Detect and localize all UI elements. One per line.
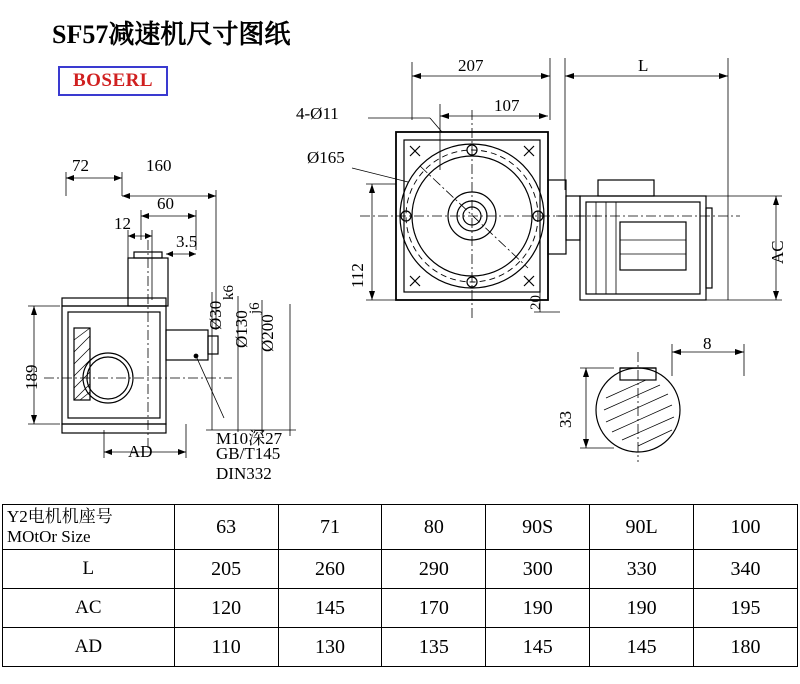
table-header-cell: 63: [174, 505, 278, 550]
table-header-label: [3, 505, 175, 550]
dim-d130-tol: j6: [247, 302, 263, 314]
dim-160: 160: [146, 156, 172, 175]
dim-12: 12: [114, 214, 131, 233]
note-gbt145: GB/T145: [216, 444, 281, 463]
dim-3-5: 3.5: [176, 232, 198, 251]
table-row: [3, 550, 798, 589]
dim-72: 72: [72, 156, 89, 175]
dim-d30: Ø30: [206, 300, 225, 330]
table-row-label: AD: [3, 628, 175, 667]
dim-d30-tol: k6: [221, 285, 237, 300]
table-cell: 195: [694, 589, 798, 628]
motor-size-table: [2, 504, 798, 667]
note-m10: M10深27: [216, 429, 283, 448]
table-row: [3, 589, 798, 628]
table-cell: 290: [382, 550, 486, 589]
table-cell: 260: [278, 550, 382, 589]
table-header-cell: 90L: [590, 505, 694, 550]
dim-60: 60: [157, 194, 174, 213]
table-row-label: L: [3, 550, 175, 589]
dim-d200: Ø200: [258, 314, 277, 352]
table-cell: 130: [278, 628, 382, 667]
table-header-cell: 80: [382, 505, 486, 550]
dim-189: 189: [22, 364, 41, 390]
table-cell: 205: [174, 550, 278, 589]
table-header-label-cn: Y2电机机座号: [7, 507, 113, 526]
dim-8: 8: [703, 334, 712, 353]
dim-ad-left: AD: [128, 442, 153, 461]
table-cell: 190: [486, 589, 590, 628]
table-cell: 190: [590, 589, 694, 628]
table-cell: 120: [174, 589, 278, 628]
dim-L: L: [638, 56, 649, 75]
dim-4xd11: 4-Ø11: [296, 104, 339, 123]
table-row: [3, 628, 798, 667]
dim-20: 20: [528, 295, 544, 310]
dim-ac: AC: [768, 240, 787, 264]
table-header-cell: 100: [694, 505, 798, 550]
table-cell: 340: [694, 550, 798, 589]
dim-33: 33: [556, 411, 575, 428]
table-cell: 300: [486, 550, 590, 589]
table-row-label: AC: [3, 589, 175, 628]
table-cell: 135: [382, 628, 486, 667]
table-cell: 110: [174, 628, 278, 667]
table-cell: 145: [278, 589, 382, 628]
page-title: SF57减速机尺寸图纸: [52, 20, 291, 49]
table-cell: 145: [486, 628, 590, 667]
table-cell: 170: [382, 589, 486, 628]
table-header-label-en: MOtOr Size: [7, 527, 91, 546]
dim-d130: Ø130: [232, 310, 251, 348]
dim-207: 207: [458, 56, 484, 75]
dim-d165: Ø165: [307, 148, 345, 167]
table-cell: 180: [694, 628, 798, 667]
table-cell: 330: [590, 550, 694, 589]
note-din332: DIN332: [216, 464, 272, 483]
table-header-cell: 71: [278, 505, 382, 550]
table-cell: 145: [590, 628, 694, 667]
brand-logo-text: BOSERL: [72, 70, 154, 91]
dim-112: 112: [348, 263, 367, 288]
table-header-row: [3, 505, 798, 550]
dim-107: 107: [494, 96, 520, 115]
table-header-cell: 90S: [486, 505, 590, 550]
